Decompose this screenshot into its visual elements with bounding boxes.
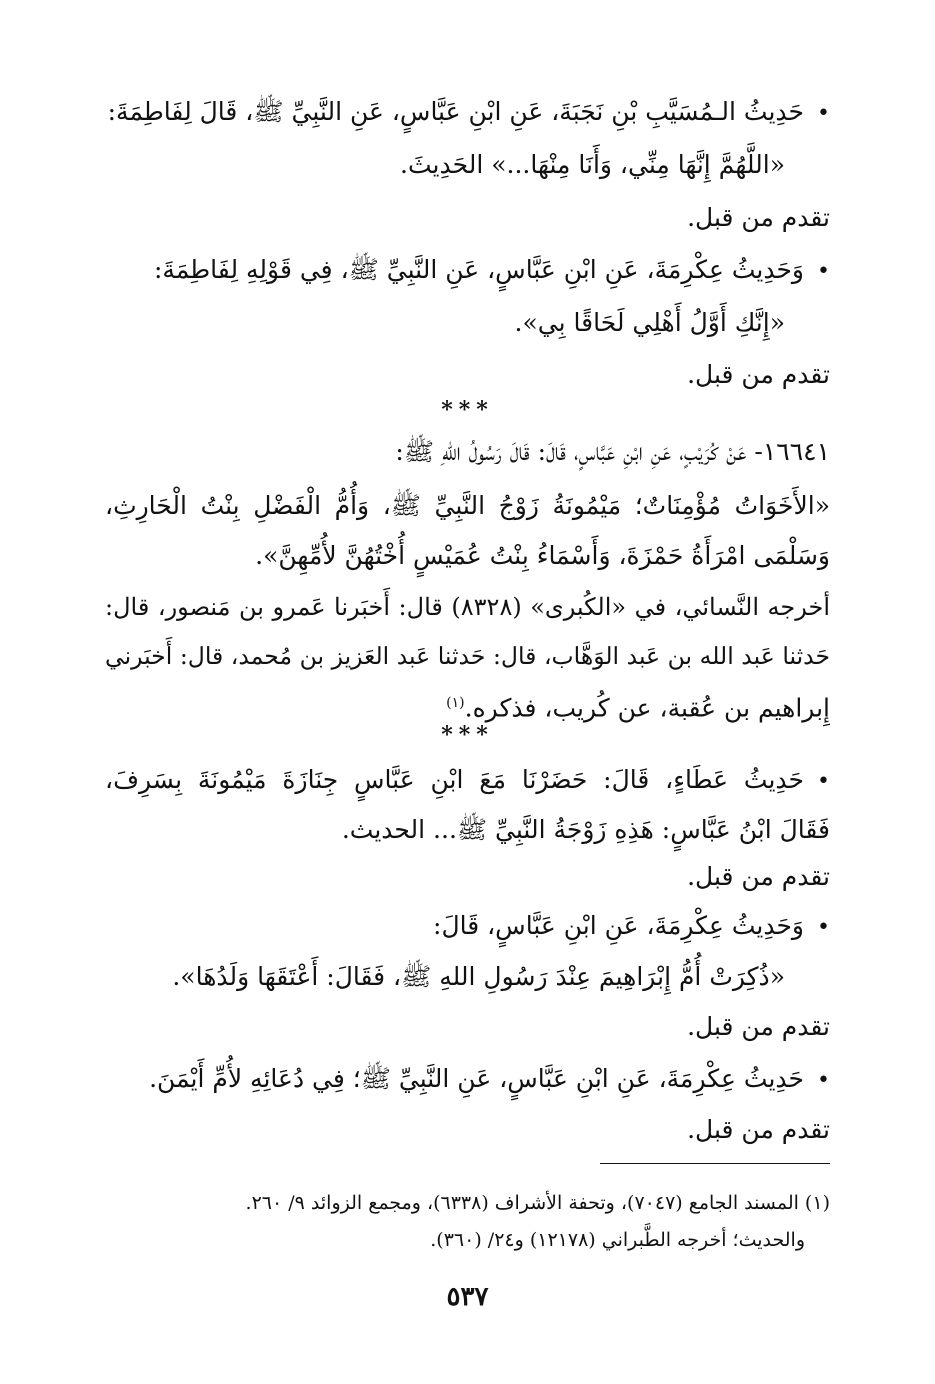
hadith-bullet-line: •حَدِيثُ عَطَاءٍ، قَالَ: حَضَرْنَا مَعَ ابْنِ عَبَّاسٍ جِنَازَةَ مَيْمُونَةَ بِسَرِفَ، (105, 760, 830, 802)
bullet-icon: • (817, 915, 830, 940)
hadith-text-line: «اللَّهُمَّ إِنَّهَا مِنِّي، وَأَنَا مِنْهَا...» الحَدِيثَ. (400, 150, 785, 179)
hadith-text-line: فَقَالَ ابْنُ عَبَّاسٍ: هَذِهِ زَوْجَةُ النَّبِيِّ ﷺ... الحديث. (341, 815, 830, 844)
bullet-icon: • (817, 769, 830, 794)
takhrij-line: أخرجه النَّسائي، في «الكُبرى» (٨٣٢٨) قال: أَخبَرنا عَمرو بن مَنصور، قال: (105, 593, 830, 621)
hadith-text-line: «إِنَّكِ أَوَّلُ أَهْلِي لَحَاقًا بِي». (514, 308, 785, 337)
hadith-bullet-line: •وَحَدِيثُ عِكْرِمَةَ، عَنِ ابْنِ عَبَّاسٍ، عَنِ النَّبِيِّ ﷺ، فِي قَوْلِهِ لِفَاطِمَةَ: (154, 250, 830, 292)
takhrij-line: إِبراهيم بن عُقبة، عن كُريب، فذكره.$^{(١)}$ (446, 693, 830, 723)
status-note: تقدم من قبل. (687, 360, 830, 389)
status-note: تقدم من قبل. (687, 862, 830, 891)
hadith-bullet-line: •حَدِيثُ عِكْرِمَةَ، عَنِ ابْنِ عَبَّاسٍ، عَنِ النَّبِيِّ ﷺ؛ فِي دُعَائِهِ لأُمِّ أَيْمَنَ. (149, 1059, 830, 1101)
hadith-bullet-line: •وَحَدِيثُ عِكْرِمَةَ، عَنِ ابْنِ عَبَّاسٍ، قَالَ: (433, 906, 830, 948)
hadith-bullet-line: •حَدِيثُ الـمُسَيَّبِ بْنِ نَجَبَةَ، عَنِ ابْنِ عَبَّاسٍ، عَنِ النَّبِيِّ ﷺ، قَالَ لِفَاطِمَةَ: (108, 92, 830, 134)
hadith-text-line: وَسَلْمَى امْرَأَةُ حَمْزَةَ، وَأَسْمَاءُ بِنْتُ عُمَيْسٍ أُخْتُهُنَّ لأُمِّهِنَّ». (255, 541, 830, 570)
footnote-divider (600, 1163, 830, 1164)
status-note: تقدم من قبل. (687, 1115, 830, 1144)
footnote-line: (١) المسند الجامع (٧٠٤٧)، وتحفة الأشراف (٦٣٣٨)، ومجمع الزوائد ٩/ ٢٦٠. (245, 1192, 830, 1214)
status-note: تقدم من قبل. (687, 203, 830, 232)
bullet-icon: • (817, 101, 830, 126)
footnote-ref: (١) (446, 695, 465, 711)
hadith-text-line: «الأَخَوَاتُ مُؤْمِنَاتٌ؛ مَيْمُونَةُ زَوْجُ النَّبِيِّ ﷺ، وَأُمُّ الْفَضْلِ بِنْتُ الْحَارِثِ، (105, 491, 830, 520)
bullet-icon: • (817, 1068, 830, 1093)
footnote-line: والحديث؛ أخرجه الطَّبراني (١٢١٧٨) و٢٤/ (٣٦٠). (430, 1229, 805, 1251)
status-note: تقدم من قبل. (687, 1012, 830, 1041)
takhrij-line: حَدثنا عَبد الله بن عَبد الوَهَّاب، قال: حَدثنا عَبد العَزيز بن مُحمد، قال: أَخبَرني (105, 642, 830, 670)
bullet-icon: • (817, 259, 830, 284)
section-separator: *** (441, 397, 494, 423)
hadith-text-line: «ذُكِرَتْ أُمُّ إِبْرَاهِيمَ عِنْدَ رَسُولِ اللهِ ﷺ، فَقَالَ: أَعْتَقَهَا وَلَدُهَا». (172, 962, 785, 991)
section-separator: *** (441, 722, 494, 748)
page-number: ٥٣٧ (446, 1282, 489, 1312)
hadith-numbered-line: ١٦٦٤١- عَنْ كُرَيْبٍ، عَنِ ابْنِ عَبَّاسٍ، قَالَ: قَالَ رَسُولُ اللهِ ﷺ: (395, 437, 830, 466)
